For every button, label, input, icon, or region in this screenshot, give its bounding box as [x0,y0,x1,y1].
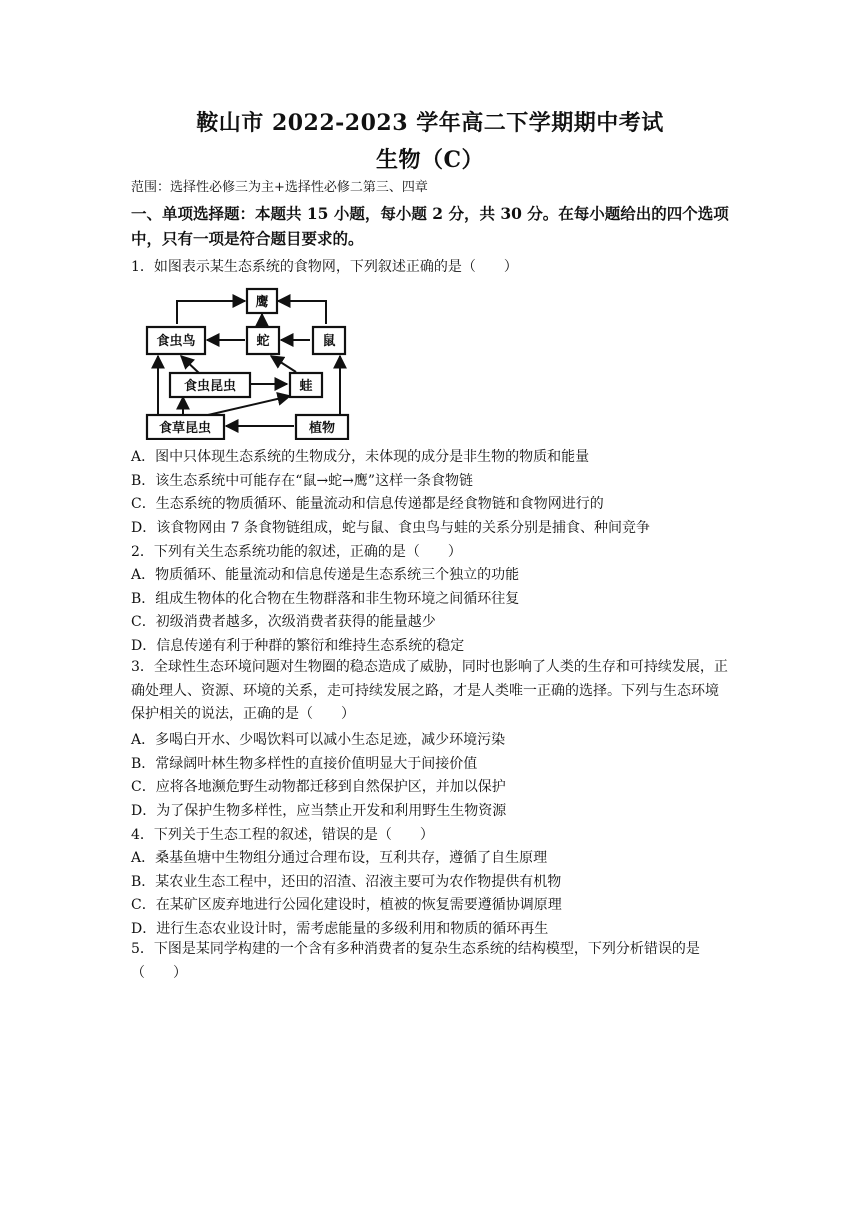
node-plant [296,415,348,439]
q1-option-a: A．图中只体现生态系统的生物成分，未体现的成分是非生物的物质和能量 [131,449,590,465]
q3-option-b: B．常绿阔叶林生物多样性的直接价值明显大于间接价值 [131,756,478,772]
section-heading: 一、单项选择题：本题共 15 小题，每小题 2 分，共 30 分。在每小题给出的四个选项中，只有一项是符合题目要求的。 [131,204,729,248]
node-insectivore-insect [170,373,250,397]
q3-option-a: A．多喝白开水、少喝饮料可以减小生态足迹，减少环境污染 [131,732,506,748]
svg-text:鹰: 鹰 [255,295,269,310]
svg-text:食虫鸟: 食虫鸟 [156,334,196,349]
q1-option-c: C．生态系统的物质循环、能量流动和信息传递都是经食物链和食物网进行的 [131,496,604,512]
exam-title: 鞍山市 2022-2023 学年高二下学期期中考试 [196,110,664,136]
q4-option-c: C．在某矿区废弃地进行公园化建设时，植被的恢复需要遵循协调原理 [131,897,562,913]
node-frog [290,373,322,397]
arrow-insectivore-to-insect-bird [181,356,200,374]
q4-option-b: B．某农业生态工程中，还田的沼渣、沼液主要可为农作物提供有机物 [131,874,562,890]
question-2-stem: 2．下列有关生态系统功能的叙述，正确的是（ ） [131,544,462,560]
food-web-diagram [140,284,360,440]
q2-option-a: A．物质循环、能量流动和信息传递是生态系统三个独立的功能 [131,567,520,583]
svg-text:蛙: 蛙 [299,379,313,394]
q2-option-c: C．初级消费者越多，次级消费者获得的能量越少 [131,614,436,630]
svg-text:鼠: 鼠 [322,334,336,349]
node-herbivore-insect [147,415,224,439]
q3-option-d: D．为了保护生物多样性，应当禁止开发和利用野生生物资源 [131,803,507,819]
q1-option-b: B．该生态系统中可能存在“鼠→蛇→鹰”这样一条食物链 [131,473,474,489]
question-5-stem: 5．下图是某同学构建的一个含有多种消费者的复杂生态系统的结构模型，下列分析错误的是（ ） [131,941,700,981]
arrow-frog-to-snake [271,356,296,372]
arrow-herbivore-to-frog [208,396,290,415]
exam-scope: 范围：选择性必修三为主+选择性必修二第三、四章 [131,180,428,195]
q2-option-b: B．组成生物体的化合物在生物群落和非生物环境之间循环往复 [131,591,520,607]
arrow-insect-bird-to-eagle [177,301,245,324]
node-insect-bird [147,327,205,354]
food-web-arrows [158,301,340,426]
question-1-stem: 1．如图表示某生态系统的食物网，下列叙述正确的是（ ） [131,259,518,275]
q3-option-c: C．应将各地濒危野生动物都迁移到自然保护区，并加以保护 [131,779,506,795]
node-eagle [247,289,277,313]
svg-text:食草昆虫: 食草昆虫 [158,421,212,436]
node-mouse [313,327,345,354]
svg-text:蛇: 蛇 [256,334,270,349]
question-3-stem: 3．全球性生态环境问题对生物圈的稳态造成了威胁，同时也影响了人类的生存和可持续发展，正确处理人、资源、环境的关系，走可持续发展之路，才是人类唯一正确的选择。下列与生态环境保护相关的说法，正确的是（ ） [131,659,728,722]
q2-option-d: D．信息传递有利于种群的繁衍和维持生态系统的稳定 [131,638,465,654]
exam-subtitle: 生物（C） [375,147,484,173]
arrow-mouse-to-eagle [278,301,326,324]
node-snake [247,327,279,354]
svg-text:植物: 植物 [308,421,336,436]
q4-option-a: A．桑基鱼塘中生物组分通过合理布设，互利共存，遵循了自生原理 [131,850,548,866]
svg-text:食虫昆虫: 食虫昆虫 [183,379,237,394]
question-4-stem: 4．下列关于生态工程的叙述，错误的是（ ） [131,827,434,843]
q4-option-d: D．进行生态农业设计时，需考虑能量的多级利用和物质的循环再生 [131,921,549,937]
q1-option-d: D．该食物网由 7 条食物链组成，蛇与鼠、食虫鸟与蛙的关系分别是捕食、种间竞争 [131,520,651,536]
